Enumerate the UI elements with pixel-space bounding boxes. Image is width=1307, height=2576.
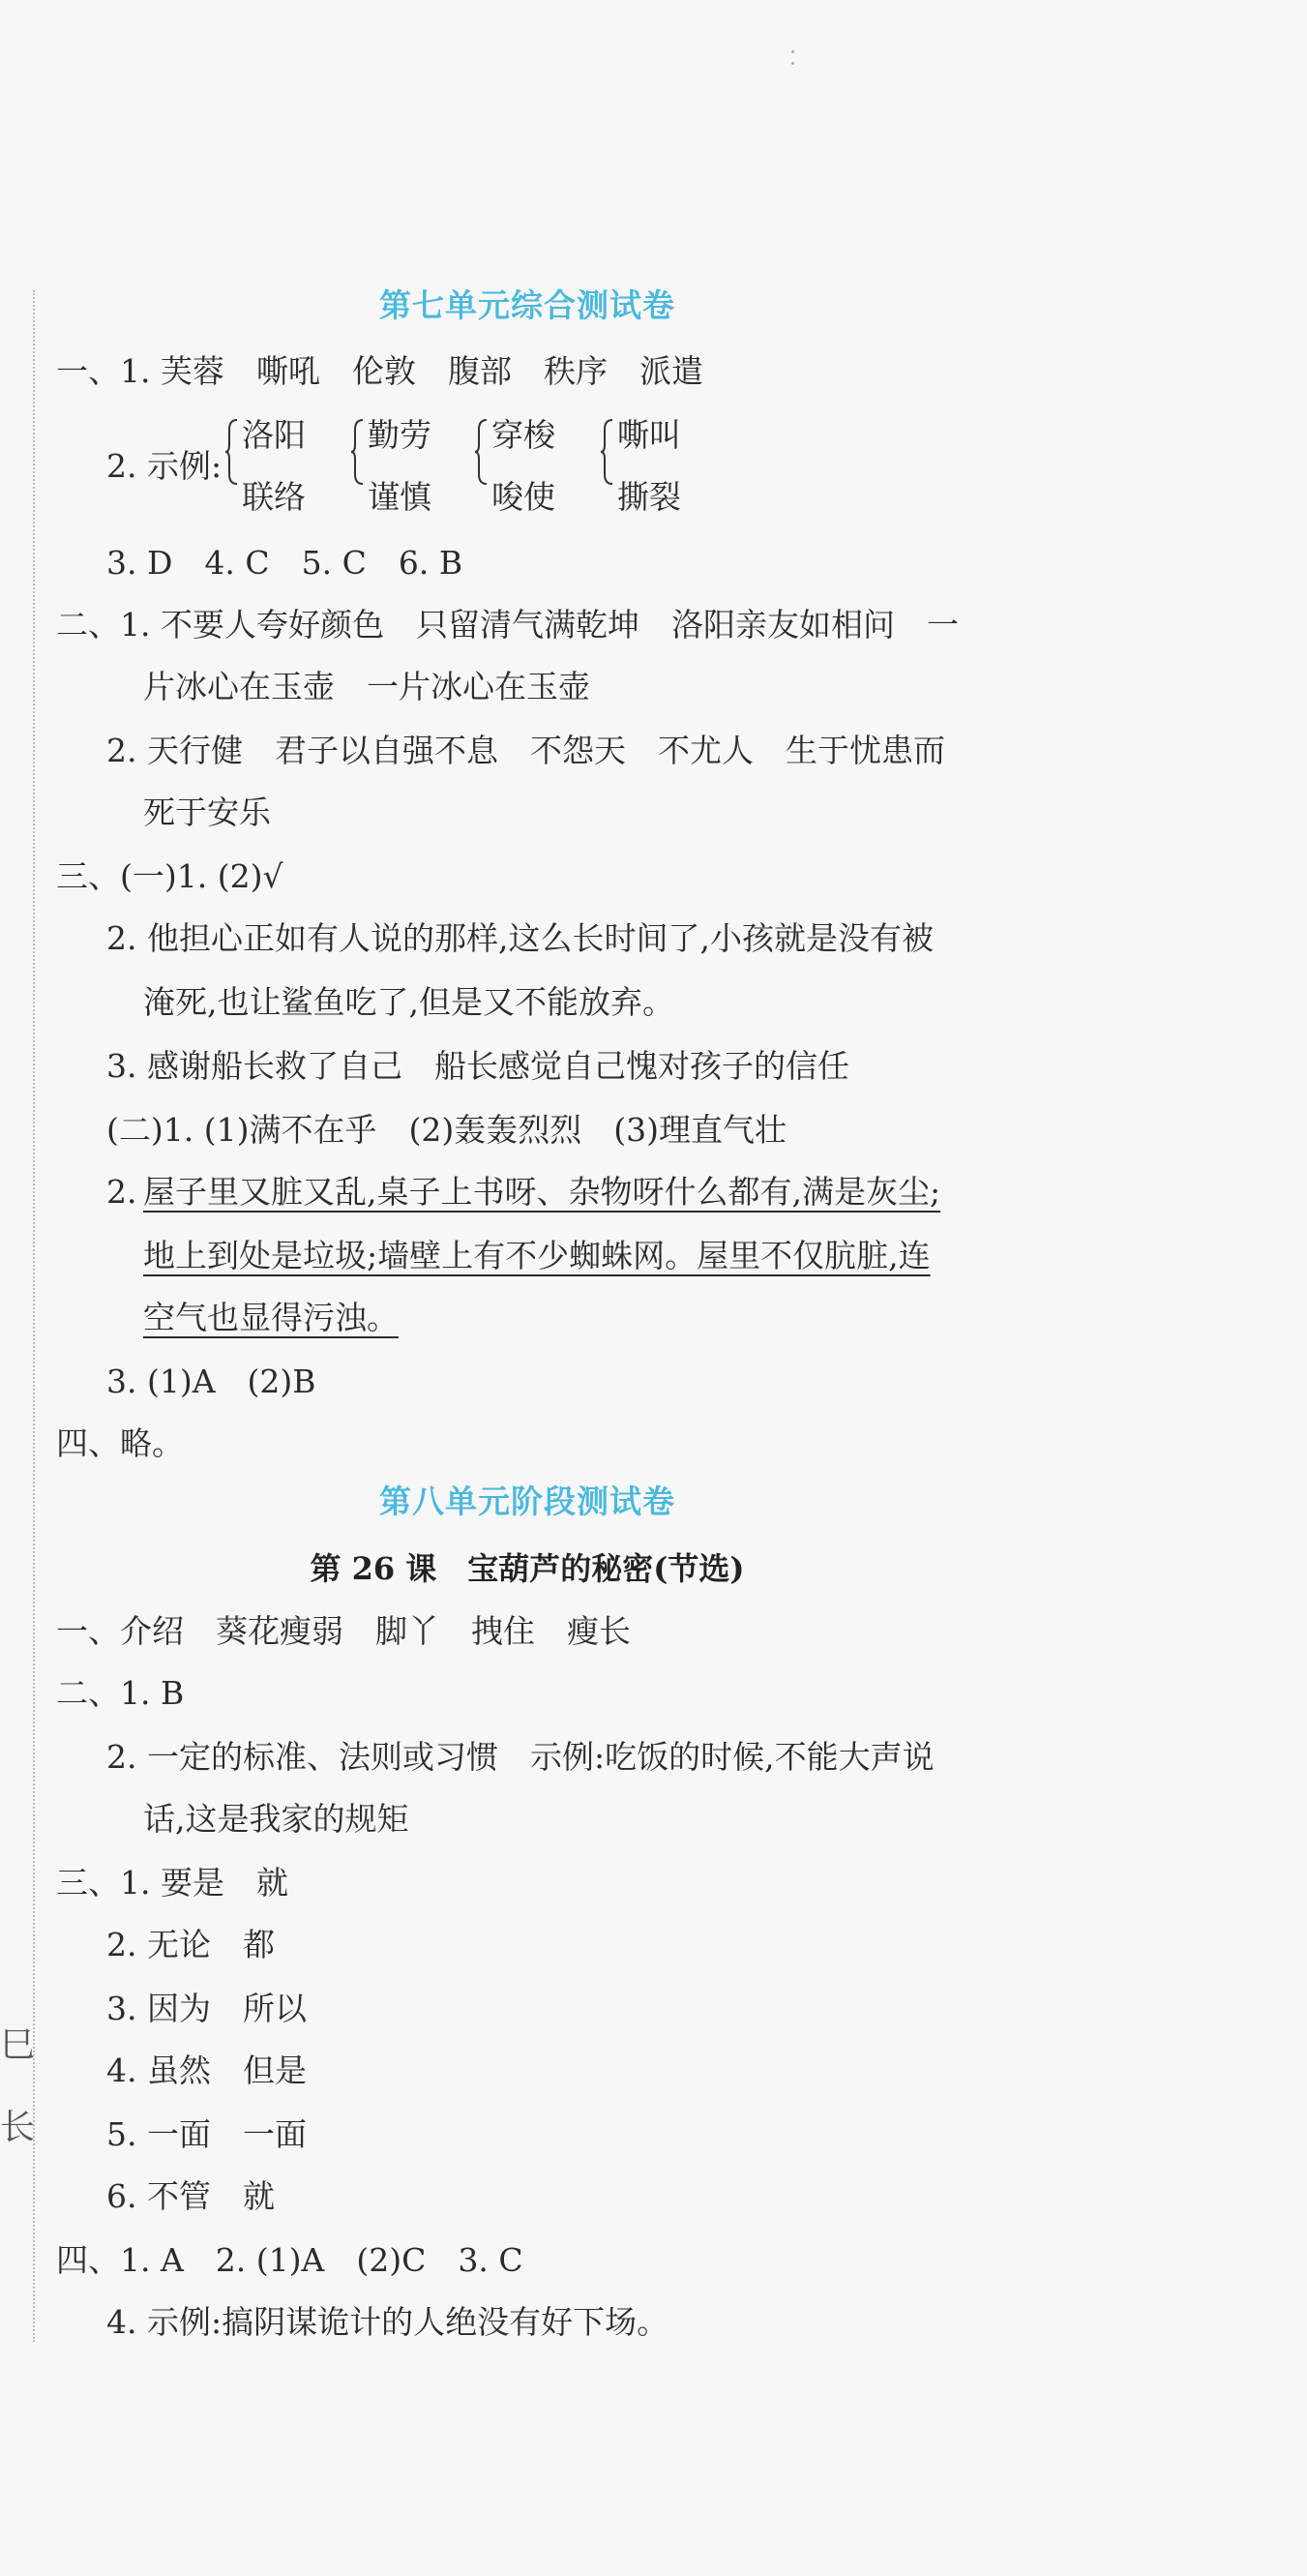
answer-line: 话,这是我家的规矩 [143,1800,409,1838]
answer-line: 4. 示例:搞阴谋诡计的人绝没有好下场。 [106,2303,669,2341]
answer-line: 3. 因为 所以 [106,1990,307,2027]
answer-line: 片冰心在玉壶 一片冰心在玉壶 [143,668,590,705]
answer-line: 三、(一)1. (2)√ [56,857,283,895]
group-word: 勤劳 [368,416,431,454]
answer-line: 2. 他担心正如有人说的那样,这么长时间了,小孩就是没有被 [106,919,934,957]
answer-line: 2. 无论 都 [106,1926,275,1963]
answer-line: 四、略。 [56,1424,184,1462]
group-word: 撕裂 [617,478,681,516]
answer-line: 3. 感谢船长救了自己 船长感觉自己愧对孩子的信任 [106,1047,849,1085]
underlined-answer: 屋子里又脏又乱,桌子上书呀、杂物呀什么都有,满是灰尘; [143,1173,941,1211]
lesson-title: 第 26 课 宝葫芦的秘密(节选) [310,1550,745,1587]
answer-line: 3. (1)A (2)B [106,1363,316,1400]
brace-icon [600,418,613,486]
group-word: 穿梭 [491,416,555,454]
speck [791,62,794,65]
answer-line: 三、1. 要是 就 [56,1864,288,1902]
answer-line: 4. 虽然 但是 [106,2052,307,2089]
underlined-answer: 地上到处是垃圾;墙壁上有不少蜘蛛网。屋里不仅肮脏,连 [143,1237,931,1274]
answer-line: 3. D 4. C 5. C 6. B [106,544,463,582]
underlined-answer: 空气也显得污浊。 [143,1299,399,1336]
answer-line: 6. 不管 就 [106,2177,275,2215]
margin-glyph: 长 [0,2108,36,2147]
answer-line: 死于安乐 [143,794,271,831]
answer-line: 2. [106,1173,147,1211]
unit7-title: 第七单元综合测试卷 [379,286,675,324]
group-word: 谨慎 [368,478,431,516]
answer-line: 2. 示例: [106,447,223,485]
answer-line: 一、1. 芙蓉 嘶吼 伦敦 腹部 秩序 派遣 [56,352,703,390]
unit8-title: 第八单元阶段测试卷 [379,1483,675,1520]
answer-line: 5. 一面 一面 [106,2115,307,2153]
brace-icon [224,418,238,486]
answer-line: 四、1. A 2. (1)A (2)C 3. C [56,2241,523,2279]
group-word: 嘶叫 [617,416,681,454]
group-word: 洛阳 [242,416,306,454]
answer-line: 二、1. 不要人夸好颜色 只留清气满乾坤 洛阳亲友如相问 一 [56,606,959,644]
group-word: 联络 [242,478,306,516]
brace-icon [474,418,488,486]
brace-icon [350,418,364,486]
answer-line: 2. 天行健 君子以自强不息 不怨天 不尤人 生于忧患而 [106,732,945,769]
margin-glyph: 巳 [0,2025,36,2065]
speck [791,50,794,53]
answer-line: 一、介绍 葵花瘦弱 脚丫 拽住 瘦长 [56,1612,631,1650]
answer-line: 淹死,也让鲨鱼吃了,但是又不能放弃。 [143,983,674,1021]
answer-line: 二、1. B [56,1674,185,1712]
answer-line: (二)1. (1)满不在乎 (2)轰轰烈烈 (3)理直气壮 [106,1111,787,1149]
group-word: 唆使 [491,478,555,516]
answer-line: 2. 一定的标准、法则或习惯 示例:吃饭的时候,不能大声说 [106,1738,935,1776]
